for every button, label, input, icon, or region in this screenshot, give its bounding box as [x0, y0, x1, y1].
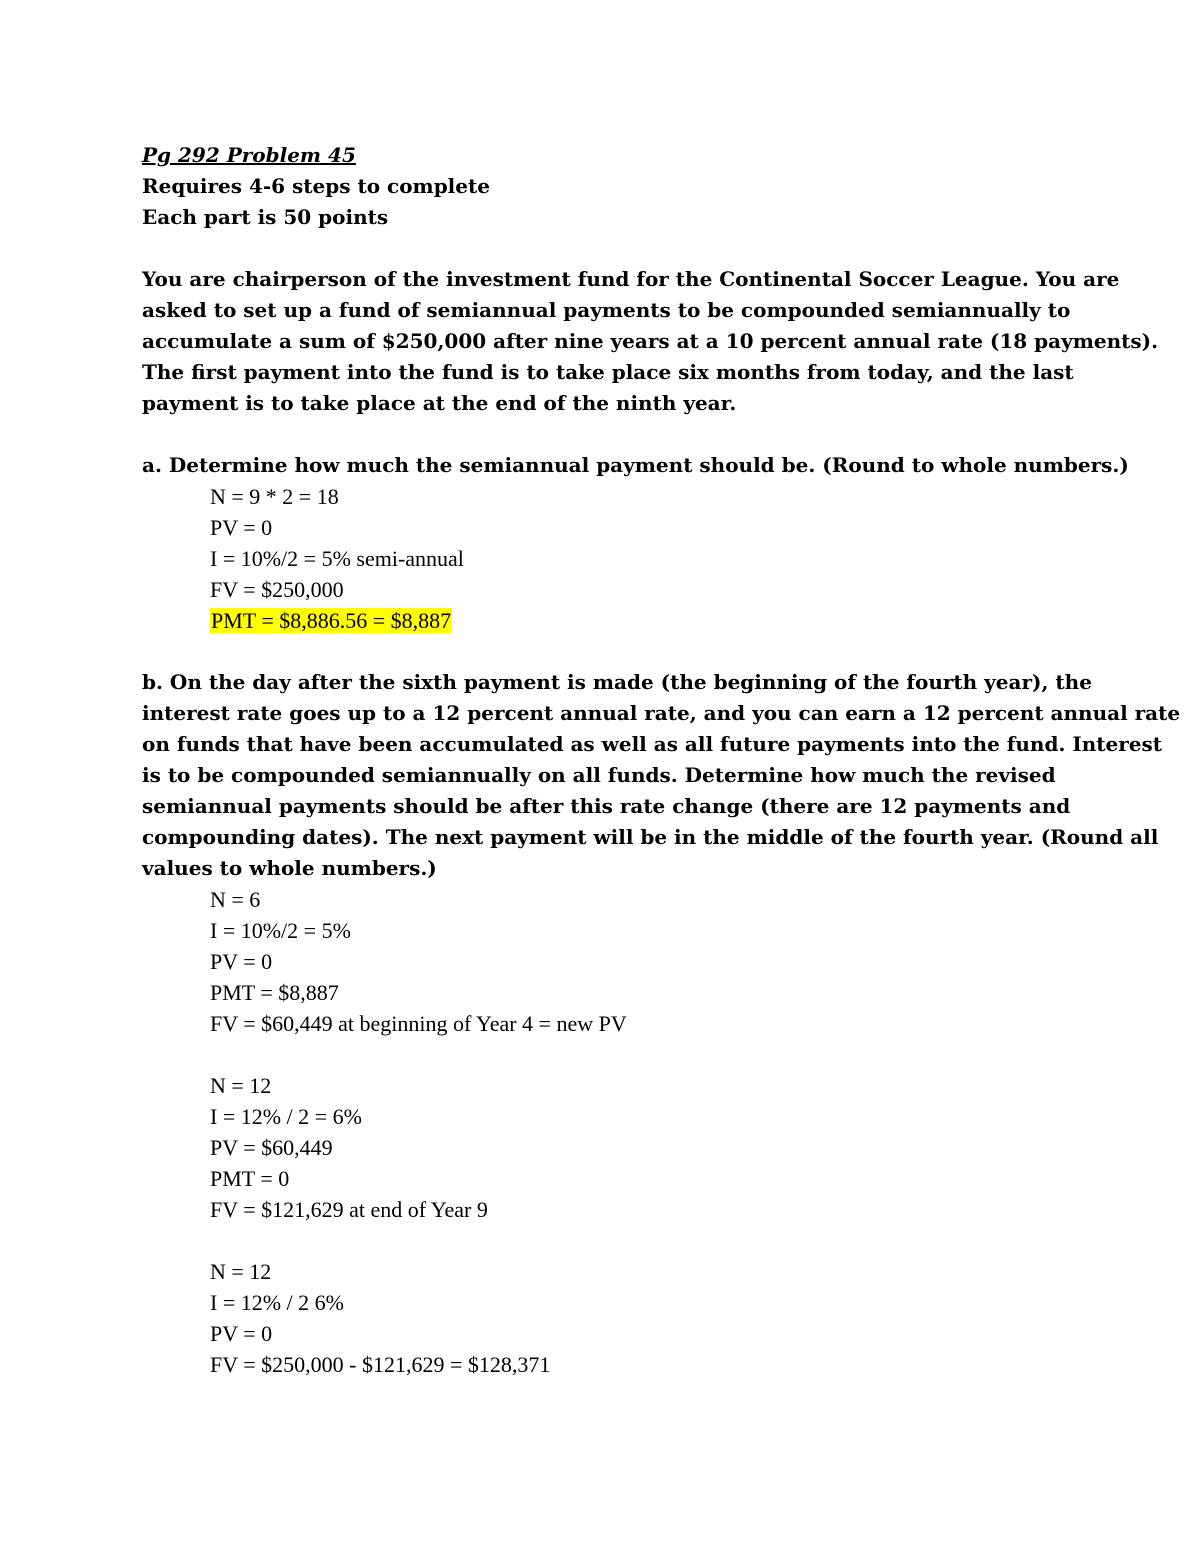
calc-step: N = 9 * 2 = 18: [210, 484, 339, 509]
page-title: Pg 292 Problem 45: [142, 143, 356, 167]
spacer: [142, 636, 1072, 667]
calc-step: FV = $60,449 at beginning of Year 4 = new PV: [210, 1011, 627, 1036]
calc-step: PV = 0: [210, 1321, 273, 1346]
problem-line: asked to set up a fund of semiannual payments to be compounded semiannually to: [142, 298, 1071, 322]
part-a: [142, 450, 1129, 636]
part-b-question-line: values to whole numbers.): [142, 856, 437, 880]
part-b-question-line: semiannual payments should be after this rate change (there are 12 payments and: [142, 794, 1071, 818]
problem-line: accumulate a sum of $250,000 after nine years at a 10 percent annual rate (18 payments).: [142, 329, 1159, 353]
part-b: [142, 667, 1181, 1380]
problem-line: The first payment into the fund is to take place six months from today, and the last: [142, 360, 1074, 384]
calc-step: I = 10%/2 = 5%: [210, 918, 351, 943]
calc-step: FV = $121,629 at end of Year 9: [210, 1197, 488, 1222]
calc-step: N = 6: [210, 887, 261, 912]
part-b-question-line: b. On the day after the sixth payment is made (the beginning of the fourth year), the: [142, 670, 1092, 694]
calc-step: N = 12: [210, 1073, 272, 1098]
highlighted-answer: PMT = $8,886.56 = $8,887: [211, 608, 452, 633]
spacer: [142, 1039, 1072, 1070]
calc-step: I = 10%/2 = 5% semi-annual: [210, 546, 464, 571]
points-note: Each part is 50 points: [142, 205, 389, 229]
document-body: [142, 140, 1181, 1380]
spacer: [142, 233, 1072, 264]
problem-line: payment is to take place at the end of the ninth year.: [142, 391, 737, 415]
calc-step: PV = 0: [210, 515, 273, 540]
part-b-question-line: is to be compounded semiannually on all funds. Determine how much the revised: [142, 763, 1056, 787]
part-a-answer-row: [142, 605, 1072, 636]
part-b-question-line: on funds that have been accumulated as well as all future payments into the fund. Interest: [142, 732, 1162, 756]
problem-statement: [142, 264, 1159, 419]
calc-step: PV = 0: [210, 949, 273, 974]
spacer: [142, 419, 1072, 450]
part-a-question: a. Determine how much the semiannual payment should be. (Round to whole numbers.): [142, 453, 1129, 477]
calc-step: FV = $250,000: [210, 577, 344, 602]
requirements-note: Requires 4-6 steps to complete: [142, 174, 490, 198]
part-b-question-line: compounding dates). The next payment will be in the middle of the fourth year. (Round all: [142, 825, 1159, 849]
calc-step: N = 12: [210, 1259, 272, 1284]
calc-step: FV = $250,000 - $121,629 = $128,371: [210, 1352, 551, 1377]
calc-step: PMT = $8,887: [210, 980, 339, 1005]
part-b-question-line: interest rate goes up to a 12 percent annual rate, and you can earn a 12 percent annual rate: [142, 701, 1181, 725]
calc-step: I = 12% / 2 6%: [210, 1290, 344, 1315]
spacer: [142, 1225, 1072, 1256]
calc-step: PV = $60,449: [210, 1135, 333, 1160]
calc-step: I = 12% / 2 = 6%: [210, 1104, 362, 1129]
problem-line: You are chairperson of the investment fund for the Continental Soccer League. You are: [142, 267, 1120, 291]
calc-step: PMT = 0: [210, 1166, 290, 1191]
